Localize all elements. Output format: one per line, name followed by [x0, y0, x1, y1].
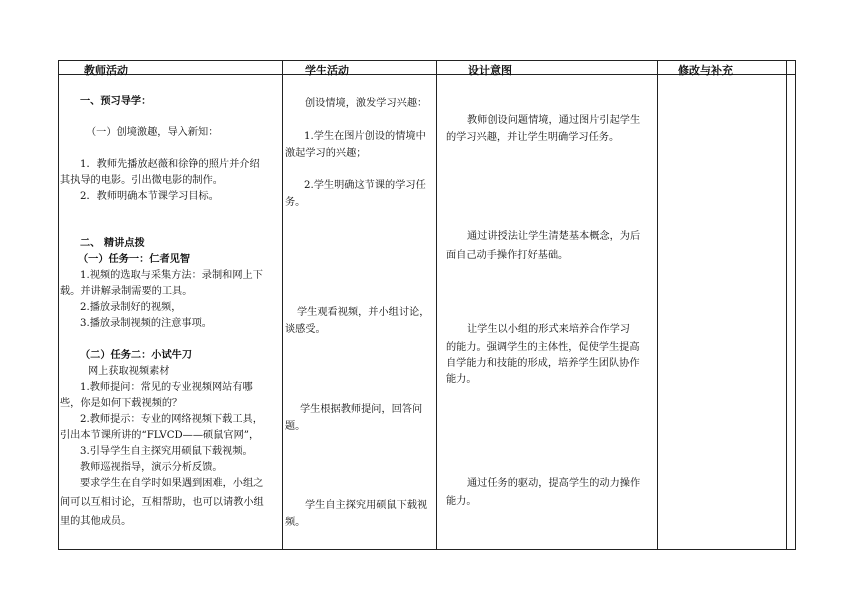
student-activity-5-line-1: 学生根据教师提问，回答问 — [300, 404, 423, 415]
task-1-line-4: 3.播放录制视频的注意事项。 — [80, 318, 212, 329]
design-intent-1-line-1: 教师创设问题情境，通过图片引起学生 — [467, 115, 641, 126]
section-instruction-title: 二、 精讲点拨 — [80, 238, 145, 249]
student-activity-3-line-1: 2.学生明确这节课的学习任 — [304, 180, 426, 191]
teacher-step-1-line-2: 其执导的电影。引出微电影的制作。 — [60, 175, 223, 186]
task-2-line-10: 里的其他成员。 — [60, 516, 132, 527]
section-preview-title: 一、预习导学： — [80, 96, 152, 107]
design-intent-2-line-2: 面自己动手操作打好基础。 — [446, 250, 569, 261]
column-divider-2 — [436, 60, 437, 550]
header-design-intent: 设计意图 — [468, 64, 512, 77]
design-intent-1-line-2: 的学习兴趣，并让学生明确学习任务。 — [446, 132, 620, 143]
task-2-line-3: 些，你是如何下载视频的？ — [60, 398, 183, 409]
student-activity-5-line-2: 题。 — [285, 421, 306, 432]
task-2-line-8: 要求学生在自学时如果遇到困难，小组之 — [80, 478, 264, 489]
design-intent-3-line-1: 让学生以小组的形式来培养合作学习 — [467, 324, 630, 335]
design-intent-3-line-2: 的能力。强调学生的主体性，促使学生提高 — [446, 342, 640, 353]
student-activity-3-line-2: 务。 — [285, 197, 306, 208]
design-intent-4-line-1: 通过任务的驱动，提高学生的动力操作 — [467, 478, 641, 489]
student-activity-6-line-2: 频。 — [285, 517, 306, 528]
task-2-line-2: 1.教师提问：常见的专业视频网站有哪 — [80, 382, 253, 393]
design-intent-4-line-2: 能力。 — [446, 496, 477, 507]
student-activity-1: 创设情境，激发学习兴趣： — [305, 98, 428, 109]
task-2-title: （二）任务二：小试牛刀 — [80, 350, 193, 361]
task-2-line-4: 2.教师提示：专业的网络视频下载工具， — [80, 414, 263, 425]
header-teacher-activity: 教师活动 — [84, 64, 128, 77]
student-activity-2-line-1: 1.学生在图片创设的情境中 — [304, 131, 426, 142]
task-2-line-5: 引出本节课所讲的“FLVCD——硕鼠官网”， — [60, 430, 260, 441]
header-student-activity: 学生活动 — [305, 64, 349, 77]
design-intent-3-line-3: 自学能力和技能的形成，培养学生团队协作 — [446, 358, 640, 369]
task-1-line-1: 1.视频的选取与采集方法：录制和网上下 — [80, 270, 263, 281]
column-divider-1 — [282, 60, 283, 550]
student-activity-6-line-1: 学生自主探究用硕鼠下载视 — [305, 500, 428, 511]
student-activity-4-line-2: 谈感受。 — [285, 324, 326, 335]
design-intent-2-line-1: 通过讲授法让学生清楚基本概念，为后 — [467, 231, 641, 242]
task-1-line-3: 2.播放录制好的视频， — [80, 302, 182, 313]
task-2-line-6: 3.引导学生自主探究用硕鼠下载视频。 — [80, 446, 253, 457]
student-activity-2-line-2: 激起学习的兴趣； — [285, 148, 367, 159]
task-1-line-2: 载。并讲解录制需要的工具。 — [60, 286, 193, 297]
task-2-line-9: 间可以互相讨论，互相帮助，也可以请教小组 — [60, 497, 264, 508]
design-intent-3-line-4: 能力。 — [446, 374, 477, 385]
task-2-line-7: 教师巡视指导，演示分析反馈。 — [80, 462, 223, 473]
column-divider-4 — [786, 60, 787, 550]
task-1-title: （一）任务一：仁者见智 — [78, 254, 191, 265]
student-activity-4-line-1: 学生观看视频，并小组讨论， — [297, 307, 430, 318]
column-divider-3 — [657, 60, 658, 550]
teacher-step-2: 2．教师明确本节课学习目标。 — [80, 191, 219, 202]
header-revision: 修改与补充 — [678, 64, 733, 77]
task-2-line-1: 网上获取视频素材 — [88, 366, 170, 377]
section-preview-subtitle: （一）创境激趣，导入新知： — [86, 127, 219, 138]
teacher-step-1-line-1: 1．教师先播放赵薇和徐铮的照片并介绍 — [80, 159, 260, 170]
